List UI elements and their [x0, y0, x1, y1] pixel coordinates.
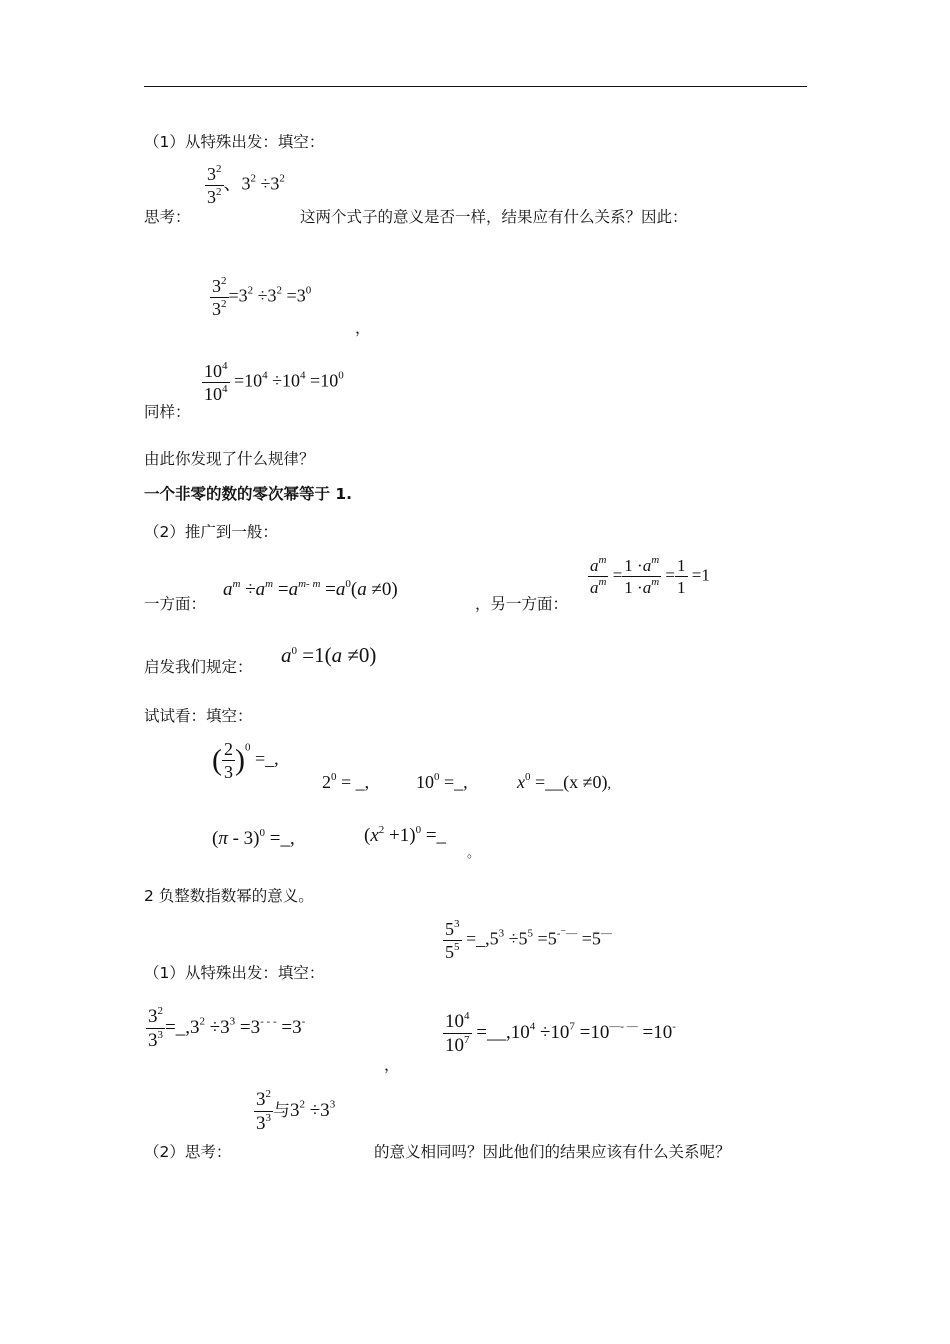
- one-side-label: 一方面：: [144, 595, 207, 613]
- equation-3-negative: $\frac{3^2}{3^3}$ $=\_,3^2 \div 3^3 =3^{- - -} =3^-$: [148, 1004, 306, 1051]
- sec3-think-label: （2）思考：: [144, 1143, 232, 1161]
- sec3-think-expression: $\frac{3^2}{3^3}$ 与$3^2 \div 3^3$: [256, 1087, 336, 1134]
- conclusion-text: 一个非零的数的零次幂等于 1.: [144, 485, 353, 503]
- think-label: 思考：: [144, 208, 191, 226]
- equation-3-power: $\frac{3^2}{3^2}$ $=3^2 \div 3^2 =3^0$: [212, 274, 312, 319]
- try-end-mark: 。: [467, 846, 481, 861]
- sec2-title: （2）推广到一般：: [144, 523, 278, 541]
- think-text: 这两个式子的意义是否一样，结果应有什么关系？因此：: [300, 208, 688, 226]
- sec3-think-text: 的意义相同吗？因此他们的结果应该有什么关系呢？: [374, 1143, 731, 1161]
- try-item-two-thirds: ( $\frac{2}{3}$ )$^0$ =_,: [212, 739, 279, 782]
- eqB-comma: ，: [384, 1056, 400, 1074]
- try-item-pi: (π - 3)$^0$ =_,: [212, 826, 295, 849]
- define-label: 启发我们规定：: [144, 658, 253, 676]
- question-text: 由此你发现了什么规律？: [144, 450, 315, 468]
- same-label: 同样：: [144, 403, 191, 421]
- try-item-2: $2^0$ = _,: [322, 770, 370, 792]
- equation-5-power: $\frac{5^3}{5^5}$ $=\_,5^3 \div 5^5 =5^{-^-—} =5^—$: [445, 917, 612, 962]
- sec3-heading: 2 负整数指数幂的意义。: [144, 887, 314, 905]
- try-item-10: $10^0$ =_,: [416, 770, 468, 792]
- try-label: 试试看：填空：: [144, 707, 253, 725]
- try-item-x: $x^0$ =__(x ≠0),: [517, 770, 612, 792]
- expr-left-render: $a^m \div a^m =a^{m- m} =a^0(a \ne 0)$: [223, 577, 398, 600]
- sec3-title: （1）从特殊出发：填空：: [144, 964, 325, 982]
- zero-exponent-definition: $a^0 =1(a \ne 0)$: [281, 643, 377, 667]
- sec1-title: （1）从特殊出发：填空：: [144, 133, 325, 151]
- try-item-x-squared: $(x^2 +1)^0$ =_: [364, 823, 447, 846]
- equation-10-negative: $\frac{10^4}{10^7}$ $=\_\_,10^4 \div 10^7 =10^{—- —} =10^-$: [445, 1009, 676, 1056]
- header-rule: [144, 86, 807, 87]
- eq1-comma: ，: [355, 319, 371, 337]
- general-fraction-expression: $\frac{a^m}{a^m}$ = $\frac{1 \cdot a^m}{1 \cdot a^m}$ = $\frac{1}{1}$ =1: [590, 553, 710, 597]
- general-division-expression: [223, 577, 398, 600]
- other-side-label: ，另一方面：: [475, 595, 569, 613]
- equation-10-power: $\frac{10^4}{10^4}$ $=10^4 \div 10^4 =10^0$: [204, 359, 344, 404]
- think-expression: $\frac{3^2}{3^2}$ 、$3^2 \div 3^2$: [207, 162, 285, 207]
